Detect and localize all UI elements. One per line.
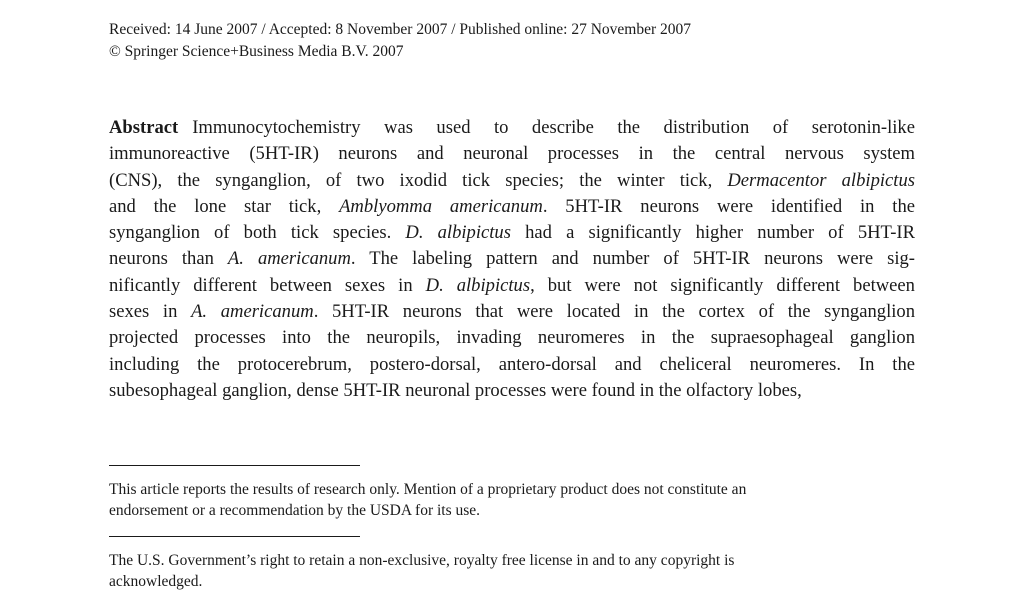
species-name: A. americanum <box>227 248 351 270</box>
footnote-line: acknowledged. <box>109 573 203 590</box>
abstract-line <box>109 194 915 220</box>
abstract-text: , but were not significantly different between <box>530 274 915 296</box>
abstract-text: . 5HT-IR neurons were identified in the <box>542 195 915 217</box>
abstract-text: (CNS), the synganglion, of two ixodid tick species; the winter tick, <box>109 169 728 191</box>
abstract-text: sexes in <box>109 301 192 323</box>
abstract-text: neurons than <box>109 248 228 270</box>
abstract-line <box>109 141 915 167</box>
species-name: Dermacentor albipictus <box>727 169 915 191</box>
footnote-line: This article reports the results of research only. Mention of a proprietary product does not constitute an <box>109 481 747 498</box>
footnote-line: endorsement or a recommendation by the USDA for its use. <box>109 502 481 519</box>
abstract-line <box>109 220 915 246</box>
abstract-line <box>109 378 915 404</box>
abstract-section <box>109 115 915 404</box>
abstract-text: . The labeling pattern and number of 5HT-IR neurons were sig- <box>350 248 915 270</box>
abstract-line <box>109 299 915 325</box>
publication-dates: Received: 14 June 2007 / Accepted: 8 November 2007 / Published online: 27 November 2007 <box>109 21 691 38</box>
abstract-text: immunoreactive (5HT-IR) neurons and neuronal processes in the central nervous system <box>109 143 915 165</box>
footnote-divider <box>109 536 360 537</box>
article-history <box>109 19 929 63</box>
abstract-line <box>109 115 915 141</box>
abstract-text: subesophageal ganglion, dense 5HT-IR neuronal processes were found in the olfactory lobes, <box>109 379 802 401</box>
footnote-divider <box>109 465 360 466</box>
species-name: D. albipictus <box>405 222 511 244</box>
abstract-text: . 5HT-IR neurons that were located in the cortex of the synganglion <box>313 301 916 323</box>
footnote-usda <box>109 479 915 521</box>
footnote-copyright-license <box>109 550 915 592</box>
abstract-line <box>109 325 915 351</box>
abstract-text: had a significantly higher number of 5HT-IR <box>510 222 915 244</box>
species-name: A. americanum <box>191 301 314 323</box>
abstract-text: including the protocerebrum, postero-dorsal, antero-dorsal and cheliceral neuromeres. In the <box>109 353 915 375</box>
abstract-text: projected processes into the neuropils, invading neuromeres in the supraesophageal ganglion <box>109 327 915 349</box>
species-name: Amblyomma americanum <box>339 195 543 217</box>
abstract-text: Immunocytochemistry was used to describe the distribution of serotonin-like <box>192 117 915 138</box>
footnote-line: The U.S. Government’s right to retain a non-exclusive, royalty free license in and to any copyright is <box>109 552 735 569</box>
abstract-text: synganglion of both tick species. <box>109 222 406 244</box>
abstract-line <box>109 246 915 272</box>
abstract-line <box>109 168 915 194</box>
abstract-line <box>109 273 915 299</box>
copyright-notice: © Springer Science+Business Media B.V. 2007 <box>109 43 404 60</box>
abstract-line <box>109 352 915 378</box>
species-name: D. albipictus <box>425 274 531 296</box>
abstract-text: nificantly different between sexes in <box>109 274 426 296</box>
abstract-text: and the lone star tick, <box>109 195 340 217</box>
abstract-heading: Abstract <box>109 117 179 138</box>
